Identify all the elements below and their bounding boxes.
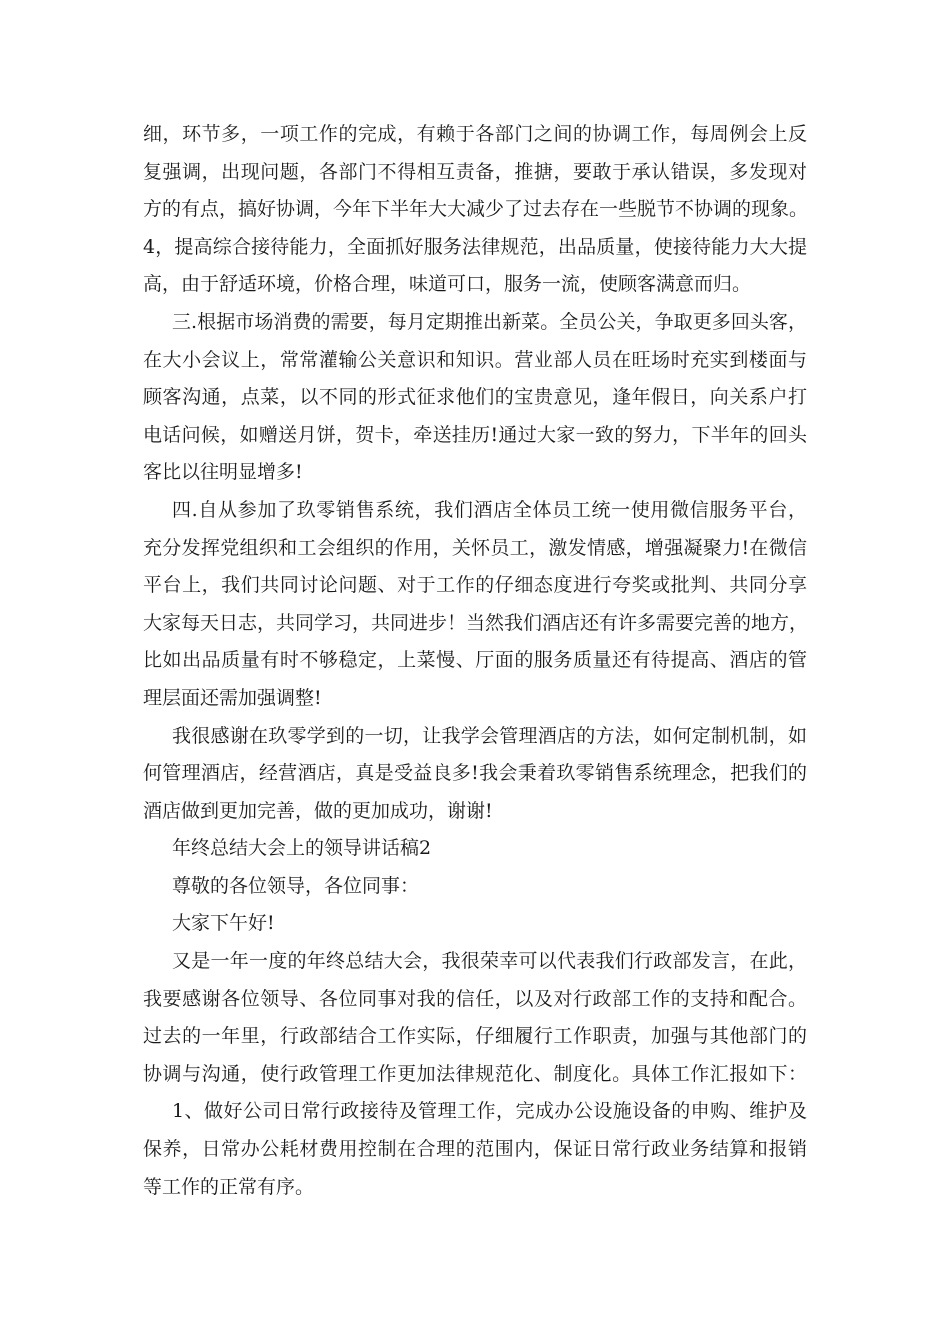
text-line: 在大小会议上，常常灌输公关意识和知识。营业部人员在旺场时充实到楼面与 xyxy=(143,348,807,371)
text-line: 我要感谢各位领导、各位同事对我的信任，以及对行政部工作的支持和配合。 xyxy=(143,987,807,1010)
text-line: 年终总结大会上的领导讲话稿2 xyxy=(172,837,432,860)
text-line: 顾客沟通，点菜，以不同的形式征求他们的宝贵意见，逢年假日，向关系户打 xyxy=(143,386,807,409)
text-line: 大家下午好! xyxy=(172,912,275,935)
text-line: 高，由于舒适环境，价格合理，味道可口，服务一流，使顾客满意而归。 xyxy=(143,273,752,296)
text-line: 协调与沟通，使行政管理工作更加法律规范化、制度化。具体工作汇报如下： xyxy=(143,1062,807,1085)
text-line: 尊敬的各位领导，各位同事： xyxy=(172,874,420,897)
text-line: 比如出品质量有时不够稳定，上菜慢、厅面的服务质量还有待提高、酒店的管 xyxy=(143,649,807,672)
text-line: 4，提高综合接待能力，全面抓好服务法律规范，出品质量，使接待能力大大提 xyxy=(143,235,807,258)
text-line: 复强调，出现问题，各部门不得相互责备，推搪，要敢于承认错误，多发现对 xyxy=(143,160,807,183)
text-line: 电话问候，如赠送月饼，贺卡，牵送挂历!通过大家一致的努力，下半年的回头 xyxy=(143,423,807,446)
text-line: 充分发挥党组织和工会组织的作用，关怀员工，激发情感，增强凝聚力!在微信 xyxy=(143,536,807,559)
text-line: 客比以往明显增多! xyxy=(143,461,303,484)
text-line: 方的有点，搞好协调，今年下半年大大减少了过去存在一些脱节不协调的现象。 xyxy=(143,198,809,221)
document-body xyxy=(143,116,807,1206)
text-line: 何管理酒店，经营酒店，真是受益良多!我会秉着玖零销售系统理念，把我们的 xyxy=(143,762,807,785)
text-line: 过去的一年里，行政部结合工作实际，仔细履行工作职责，加强与其他部门的 xyxy=(143,1025,807,1048)
text-line: 又是一年一度的年终总结大会，我很荣幸可以代表我们行政部发言，在此， xyxy=(172,950,807,973)
text-line: 细，环节多，一项工作的完成，有赖于各部门之间的协调工作，每周例会上反 xyxy=(143,123,807,145)
text-line: 大家每天日志，共同学习，共同进步！当然我们酒店还有许多需要完善的地方， xyxy=(143,611,809,634)
text-line: 保养，日常办公耗材费用控制在合理的范围内，保证日常行政业务结算和报销 xyxy=(143,1138,807,1161)
text-line: 1、做好公司日常行政接待及管理工作，完成办公设施设备的申购、维护及 xyxy=(172,1100,807,1123)
text-line: 酒店做到更加完善，做的更加成功，谢谢! xyxy=(143,799,493,822)
text-line: 四.自从参加了玖零销售系统，我们酒店全体员工统一使用微信服务平台， xyxy=(172,498,807,521)
text-line: 等工作的正常有序。 xyxy=(143,1175,315,1198)
text-line: 平台上，我们共同讨论问题、对于工作的仔细态度进行夸奖或批判、共同分享 xyxy=(143,574,807,597)
text-line: 我很感谢在玖零学到的一切，让我学会管理酒店的方法，如何定制机制，如 xyxy=(172,724,807,747)
text-line: 三.根据市场消费的需要，每月定期推出新菜。全员公关，争取更多回头客， xyxy=(172,310,807,333)
text-line: 理层面还需加强调整! xyxy=(143,686,322,709)
